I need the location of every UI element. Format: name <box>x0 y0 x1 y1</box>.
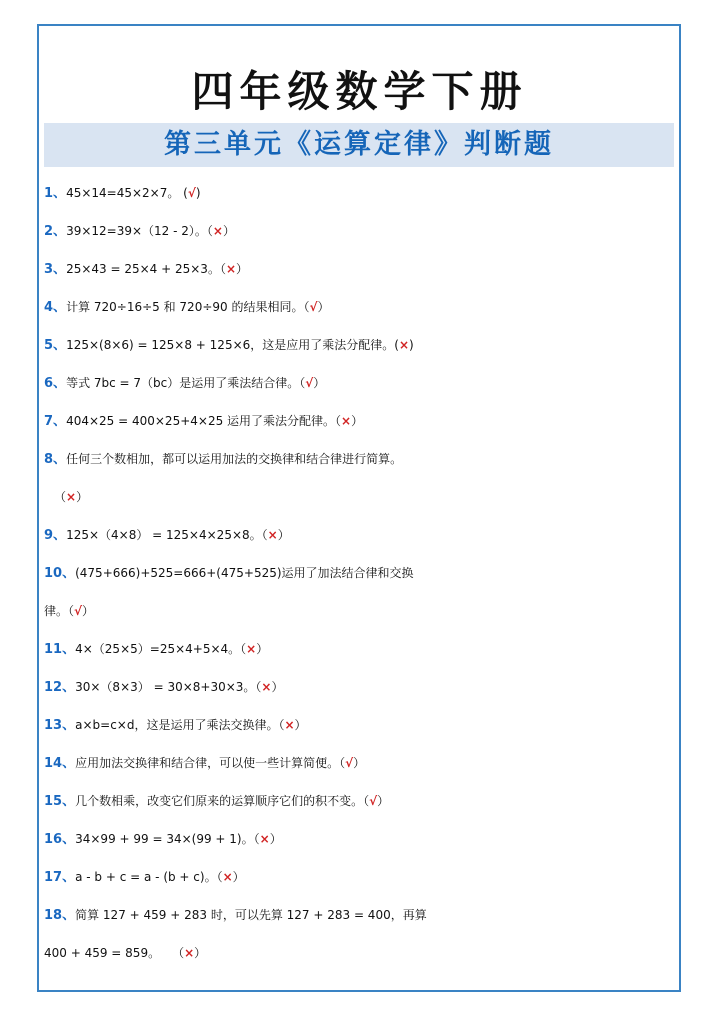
question-10: 10、(475+666)+525=666+(475+525)运用了加法结合律和交换 <box>44 566 414 581</box>
question-5: 5、125×(8×6) = 125×8 + 125×6，这是应用了乘法分配律。(×) <box>44 338 414 353</box>
question-list <box>44 174 680 972</box>
answer-mark: × <box>259 832 270 846</box>
answer-mark: × <box>341 414 352 428</box>
question-13: 13、a×b=c×d，这是运用了乘法交换律。（×） <box>44 718 307 733</box>
question-2: 2、39×12=39×（12 - 2）。（×） <box>44 224 235 239</box>
answer-mark: × <box>398 338 410 352</box>
question-10-continuation: 律。（√） <box>44 604 95 618</box>
question-16: 16、34×99 + 99 = 34×(99 + 1)。（×） <box>44 832 282 847</box>
question-number: 10 <box>44 566 63 581</box>
question-text: a×b=c×d，这是运用了乘法交换律。（ <box>75 718 285 732</box>
question-number: 9 <box>44 528 54 543</box>
question-number: 8 <box>44 452 54 467</box>
question-number: 18 <box>44 908 63 923</box>
answer-mark: × <box>246 642 257 656</box>
question-text: 404×25 = 400×25+4×25 运用了乘法分配律。（ <box>66 414 342 428</box>
question-text: a - b + c = a - (b + c)。（ <box>75 870 223 884</box>
answer-mark: √ <box>187 186 196 200</box>
answer-mark: × <box>222 870 233 884</box>
question-18: 18、简算 127 + 459 + 283 时，可以先算 127 + 283 = 400，再算 <box>44 908 427 923</box>
question-17: 17、a - b + c = a - (b + c)。（×） <box>44 870 245 885</box>
question-text: 4×（25×5）=25×4+5×4。（ <box>75 642 247 656</box>
question-number: 4 <box>44 300 54 315</box>
question-8: 8、任何三个数相加，都可以运用加法的交换律和结合律进行简算。 <box>44 452 403 467</box>
answer-mark: √ <box>309 300 318 314</box>
question-8-continuation: （×） <box>54 490 89 504</box>
question-18-continuation: 400 + 459 = 859。 （×） <box>44 946 207 960</box>
question-3: 3、25×43 = 25×4 + 25×3。（×） <box>44 262 249 277</box>
answer-mark: × <box>284 718 295 732</box>
question-number: 6 <box>44 376 54 391</box>
question-15: 15、几个数相乘，改变它们原来的运算顺序它们的积不变。（√） <box>44 794 390 809</box>
question-6: 6、等式 7bc = 7（bc）是运用了乘法结合律。（√） <box>44 376 326 391</box>
answer-mark: × <box>66 490 77 504</box>
question-number: 17 <box>44 870 63 885</box>
answer-mark: √ <box>74 604 83 618</box>
question-text: 30×（8×3） = 30×8+30×3。（ <box>75 680 262 694</box>
answer-mark: √ <box>305 376 314 390</box>
question-text: 计算 720÷16÷5 和 720÷90 的结果相同。（ <box>66 300 310 314</box>
question-number: 13 <box>44 718 63 733</box>
question-text: 25×43 = 25×4 + 25×3。（ <box>66 262 226 276</box>
answer-mark: × <box>267 528 278 542</box>
question-number: 11 <box>44 642 63 657</box>
question-text: 应用加法交换律和结合律，可以使一些计算简便。（ <box>75 756 346 770</box>
answer-mark: × <box>261 680 272 694</box>
question-text: 几个数相乘，改变它们原来的运算顺序它们的积不变。（ <box>75 794 370 808</box>
question-12: 12、30×（8×3） = 30×8+30×3。（×） <box>44 680 284 695</box>
question-number: 12 <box>44 680 63 695</box>
answer-mark: × <box>225 262 237 276</box>
question-number: 1 <box>44 186 54 201</box>
answer-mark: × <box>184 946 195 960</box>
question-number: 5 <box>44 338 54 353</box>
question-number: 15 <box>44 794 63 809</box>
question-number: 2 <box>44 224 54 239</box>
question-text: 125×(8×6) = 125×8 + 125×6，这是应用了乘法分配律。( <box>66 338 399 352</box>
question-4: 4、计算 720÷16÷5 和 720÷90 的结果相同。（√） <box>44 300 330 315</box>
question-number: 16 <box>44 832 63 847</box>
question-9: 9、125×（4×8） = 125×4×25×8。（×） <box>44 528 290 543</box>
question-11: 11、4×（25×5）=25×4+5×4。（×） <box>44 642 269 657</box>
page-subtitle: 第三单元《运算定律》判断题 <box>164 129 554 160</box>
answer-mark: √ <box>345 756 354 770</box>
question-14: 14、应用加法交换律和结合律，可以使一些计算简便。（√） <box>44 756 366 771</box>
page-title: 四年级数学下册 <box>191 67 528 116</box>
question-number: 3 <box>44 262 54 277</box>
question-text: 任何三个数相加，都可以运用加法的交换律和结合律进行简算。 <box>66 452 403 466</box>
answer-mark: × <box>212 224 223 238</box>
question-number: 7 <box>44 414 54 429</box>
question-text: 34×99 + 99 = 34×(99 + 1)。（ <box>75 832 260 846</box>
question-text: 等式 7bc = 7（bc）是运用了乘法结合律。（ <box>66 376 306 390</box>
question-1: 1、45×14=45×2×7。 (√) <box>44 186 201 201</box>
question-text: 45×14=45×2×7。 ( <box>66 186 188 200</box>
question-number: 14 <box>44 756 63 771</box>
question-text: (475+666)+525=666+(475+525)运用了加法结合律和交换 <box>75 566 414 580</box>
question-text: 125×（4×8） = 125×4×25×8。（ <box>66 528 268 542</box>
question-text: 39×12=39×（12 - 2）。（ <box>66 224 213 238</box>
question-7: 7、404×25 = 400×25+4×25 运用了乘法分配律。（×） <box>44 414 364 429</box>
answer-mark: √ <box>369 794 378 808</box>
question-text: 简算 127 + 459 + 283 时，可以先算 127 + 283 = 400，再算 <box>75 908 427 922</box>
